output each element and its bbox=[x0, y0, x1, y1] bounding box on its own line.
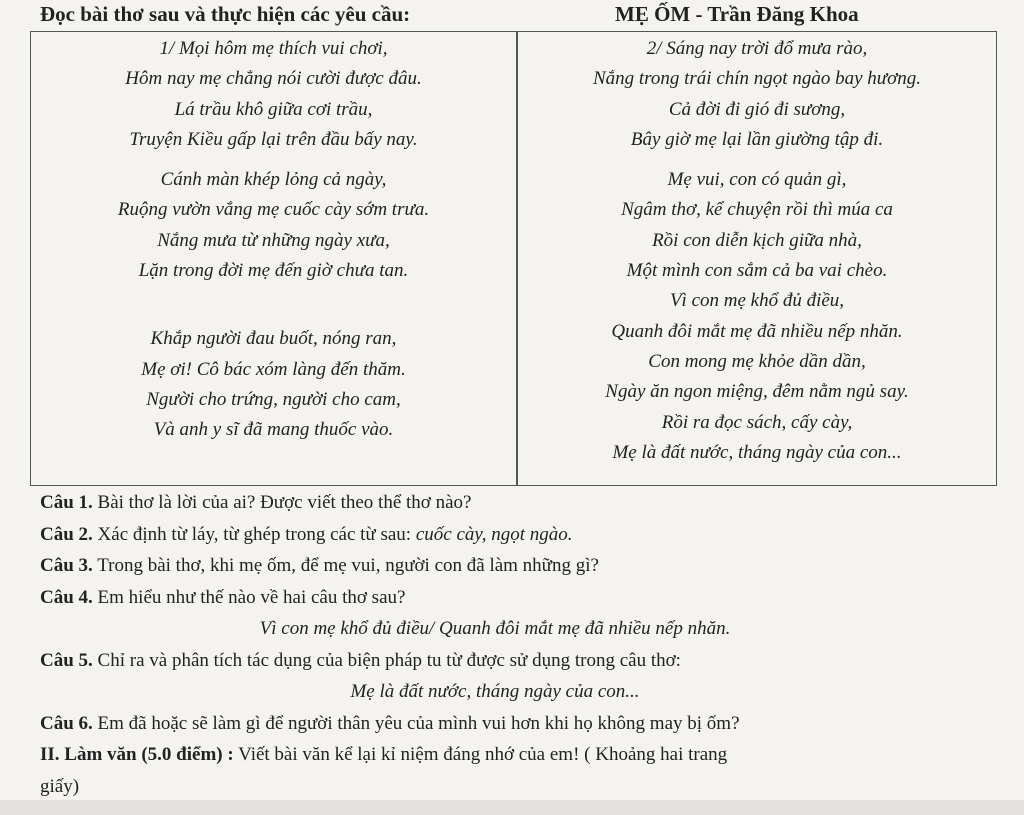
questions-list bbox=[40, 487, 1000, 797]
quoted-verse: Mẹ là đất nước, tháng ngày của con... bbox=[350, 681, 640, 702]
bottom-edge bbox=[0, 800, 1024, 815]
poem-line: Quanh đôi mắt mẹ đã nhiều nếp nhăn. bbox=[611, 320, 903, 342]
poem-line: Một mình con sắm cả ba vai chèo. bbox=[626, 260, 888, 282]
question-1 bbox=[40, 487, 1000, 519]
poem-line: Người cho trứng, người cho cam, bbox=[146, 388, 401, 410]
poem-line: Cả đời đi gió đi sương, bbox=[668, 98, 846, 120]
question-label: Câu 1. bbox=[40, 492, 93, 513]
task-label: II. Làm văn (5.0 điểm) : bbox=[40, 744, 234, 765]
question-2 bbox=[40, 519, 1000, 551]
quoted-verse: Vì con mẹ khổ đủ điều/ Quanh đôi mắt mẹ đã nhiều nếp nhăn. bbox=[259, 618, 731, 639]
poem-line: Bây giờ mẹ lại lần giường tập đi. bbox=[630, 128, 884, 150]
poem-line: Cánh màn khép lỏng cả ngày, bbox=[160, 169, 387, 191]
poem-line: Khắp người đau buốt, nóng ran, bbox=[150, 328, 397, 350]
question-label: Câu 6. bbox=[40, 712, 93, 734]
question-label: Câu 5. bbox=[40, 649, 93, 671]
question-label: Câu 4. bbox=[40, 586, 93, 608]
poem-right-column bbox=[518, 34, 996, 468]
poem-line: Con mong mẹ khỏe dần dần, bbox=[648, 350, 866, 372]
poem-line: Nắng mưa từ những ngày xưa, bbox=[157, 229, 390, 251]
question-4 bbox=[40, 582, 1000, 614]
poem-line: Mẹ là đất nước, tháng ngày của con... bbox=[612, 441, 902, 463]
question-text: Em đã hoặc sẽ làm gì để người thân yêu của mình vui hơn khi họ không may bị ốm? bbox=[92, 712, 740, 734]
poem-line: Truyện Kiều gấp lại trên đầu bấy nay. bbox=[129, 128, 418, 150]
question-italic: cuốc cày, ngọt ngào. bbox=[415, 523, 573, 545]
poem-line: Ruộng vườn vắng mẹ cuốc cày sớm trưa. bbox=[117, 199, 430, 221]
instruction-text: Đọc bài thơ sau và thực hiện các yêu cầu: bbox=[40, 2, 411, 26]
poem-line: Và anh y sĩ đã mang thuốc vào. bbox=[153, 419, 394, 441]
poem-line: Ngày ăn ngon miệng, đêm nằm ngủ say. bbox=[605, 381, 909, 403]
question-text: Bài thơ là lời của ai? Được viết theo thể thơ nào? bbox=[92, 492, 472, 513]
question-label: Câu 3. bbox=[40, 555, 93, 576]
poem-line: 2/ Sáng nay trời đổ mưa rào, bbox=[646, 38, 868, 59]
question-text: Em hiểu như thế nào về hai câu thơ sau? bbox=[92, 586, 406, 608]
poem-line: Ngâm thơ, kể chuyện rồi thì múa ca bbox=[621, 199, 893, 221]
poem-line: Lá trầu khô giữa cơi trầu, bbox=[174, 98, 373, 120]
question-6 bbox=[40, 708, 1000, 740]
poem-line: Lặn trong đời mẹ đến giờ chưa tan. bbox=[138, 260, 409, 282]
poem-title: MẸ ỐM - Trần Đăng Khoa bbox=[615, 2, 859, 26]
question-label: Câu 2. bbox=[40, 523, 93, 545]
poem-line: Nắng trong trái chín ngọt ngào bay hương. bbox=[592, 68, 922, 90]
poem-line: Hôm nay mẹ chẳng nói cười được đâu. bbox=[125, 68, 422, 90]
question-text: Trong bài thơ, khi mẹ ốm, để mẹ vui, người con đã làm những gì? bbox=[92, 555, 599, 576]
poem-line: Rồi ra đọc sách, cấy cày, bbox=[661, 411, 853, 433]
question-5 bbox=[40, 645, 1000, 677]
poem-left-column bbox=[31, 34, 516, 446]
question-3 bbox=[40, 550, 1000, 582]
writing-task bbox=[40, 739, 1000, 771]
header bbox=[30, 2, 990, 28]
poem-line: Mẹ vui, con có quản gì, bbox=[667, 169, 847, 191]
poem-line: Rồi con diễn kịch giữa nhà, bbox=[652, 229, 862, 251]
writing-task-continued: giấy) bbox=[40, 775, 80, 797]
question-text: Xác định từ láy, từ ghép trong các từ sau: bbox=[92, 523, 416, 545]
poem-line: 1/ Mọi hôm mẹ thích vui chơi, bbox=[159, 38, 388, 59]
poem-box bbox=[30, 31, 997, 486]
question-text: Chỉ ra và phân tích tác dụng của biện pháp tu từ được sử dụng trong câu thơ: bbox=[92, 649, 681, 671]
poem-line: Vì con mẹ khổ đủ điều, bbox=[669, 290, 845, 312]
task-text: Viết bài văn kể lại kỉ niệm đáng nhớ của em! ( Khoảng hai trang bbox=[233, 744, 728, 765]
poem-line: Mẹ ơi! Cô bác xóm làng đến thăm. bbox=[141, 358, 406, 380]
